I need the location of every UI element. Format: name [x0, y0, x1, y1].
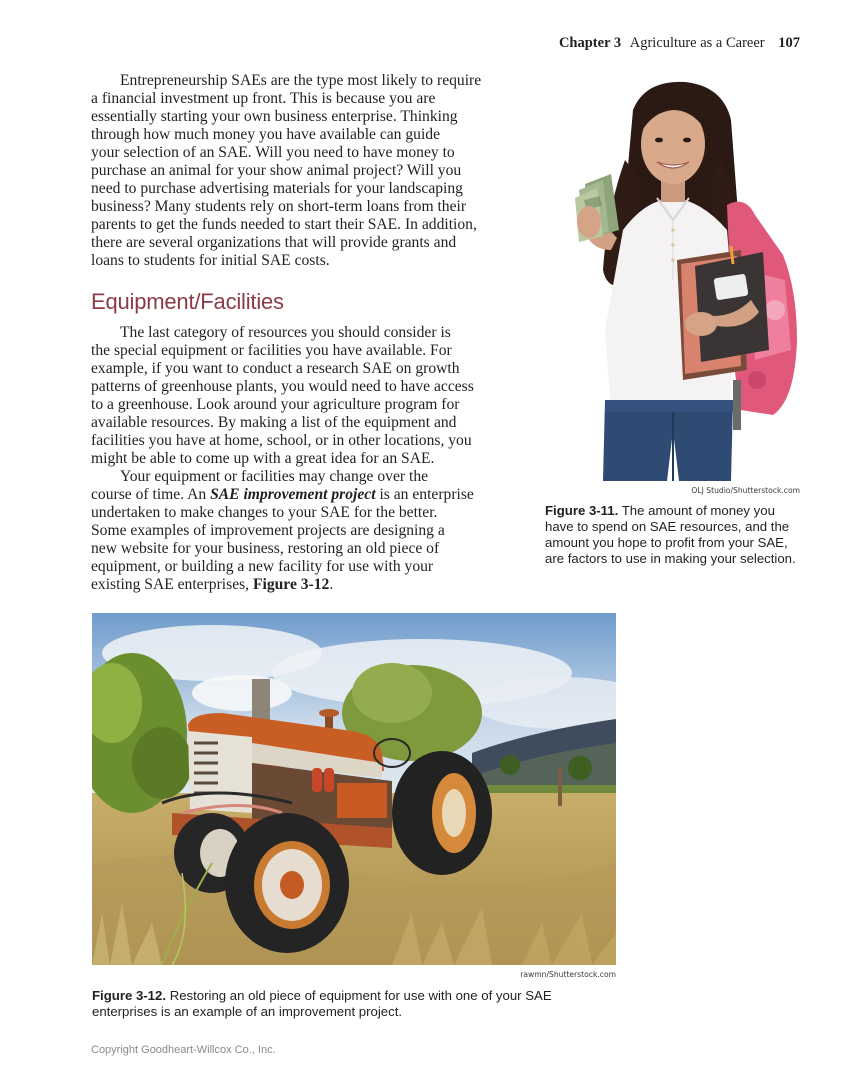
text-segment: . — [329, 576, 334, 593]
text-line: purchase an animal for your show animal project? Will you — [91, 162, 462, 179]
text-line: The last category of resources you should consider is — [120, 324, 451, 341]
text-line: your selection of an SAE. Will you need to have money to — [91, 144, 455, 161]
text-line: parents to get the funds needed to start their SAE. In addition, — [91, 216, 477, 233]
caption-line: amount you hope to profit from your SAE, — [545, 535, 788, 550]
text-line: need to purchase advertising materials for your landscaping — [91, 180, 463, 197]
section-heading: Equipment/Facilities — [91, 289, 284, 314]
text-line: facilities you have at home, school, or in other locations, you — [91, 432, 472, 449]
text-line: equipment, or building a new facility for use with your — [91, 558, 434, 575]
text-segment: is an enterprise — [375, 486, 474, 503]
text-line: Some examples of improvement projects are designing a — [91, 522, 445, 539]
caption-line — [92, 988, 552, 1004]
text-line: loans to students for initial SAE costs. — [91, 252, 330, 269]
copyright-footer: Copyright Goodheart-Willcox Co., Inc. — [91, 1044, 276, 1056]
caption-line — [545, 503, 796, 519]
caption-text: Restoring an old piece of equipment for use with one of your SAE — [166, 988, 552, 1003]
text-line: example, if you want to conduct a research SAE on growth — [91, 360, 460, 377]
text-line: undertaken to make changes to your SAE for the better. — [91, 504, 438, 521]
figure-label: Figure 3-11. — [545, 503, 619, 518]
text-line: a financial investment up front. This is because you are — [91, 90, 436, 107]
text-line: might be able to come up with a great idea for an SAE. — [91, 450, 435, 467]
text-line: patterns of greenhouse plants, you would need to have access — [91, 378, 474, 395]
figure-3-11-photo — [545, 80, 803, 481]
caption-line: enterprises is an example of an improvement project. — [92, 1004, 403, 1019]
text-line: through how much money you have available can guide — [91, 126, 441, 143]
text-line: to a greenhouse. Look around your agriculture program for — [91, 396, 460, 413]
figure-label: Figure 3-12. — [92, 988, 167, 1003]
text-line: available resources. By making a list of the equipment and — [91, 414, 457, 431]
chapter-title: Agriculture as a Career — [629, 35, 765, 51]
figure-3-12-credit: rawmn/Shutterstock.com — [520, 970, 616, 979]
caption-text: The amount of money you — [618, 503, 775, 518]
text-line: business? Many students rely on short-term loans from their — [91, 198, 467, 215]
old-tractor-illustration — [92, 613, 616, 965]
caption-line: are factors to use in making your selection. — [545, 551, 796, 566]
chapter-label: Chapter 3 — [558, 35, 622, 51]
running-head — [559, 35, 800, 52]
text-line: Your equipment or facilities may change over the — [120, 468, 429, 485]
text-line — [91, 486, 511, 504]
text-line — [91, 576, 511, 594]
text-line: there are several organizations that will provide grants and — [91, 234, 457, 251]
key-term: SAE improvement project — [210, 486, 376, 503]
paragraph-entrepreneurship — [91, 72, 511, 270]
student-with-money-illustration — [545, 80, 803, 481]
text-line: the special equipment or facilities you have available. For — [91, 342, 452, 359]
figure-3-11-credit: OLJ Studio/Shutterstock.com — [691, 486, 800, 495]
text-segment: course of time. An — [91, 486, 211, 503]
text-segment: existing SAE enterprises, — [91, 576, 253, 593]
text-line: new website for your business, restoring an old piece of — [91, 540, 440, 557]
paragraph-improvement-project — [91, 468, 511, 594]
figure-3-12-caption — [92, 988, 552, 1020]
figure-3-12-photo — [92, 613, 616, 965]
paragraph-equipment — [91, 324, 511, 468]
text-line: essentially starting your own business enterprise. Thinking — [91, 108, 458, 125]
figure-3-11-caption — [545, 503, 796, 567]
figure-reference: Figure 3-12 — [252, 576, 330, 593]
page-number: 107 — [778, 35, 800, 51]
text-line: Entrepreneurship SAEs are the type most likely to require — [120, 72, 482, 89]
caption-line: have to spend on SAE resources, and the — [545, 519, 790, 534]
